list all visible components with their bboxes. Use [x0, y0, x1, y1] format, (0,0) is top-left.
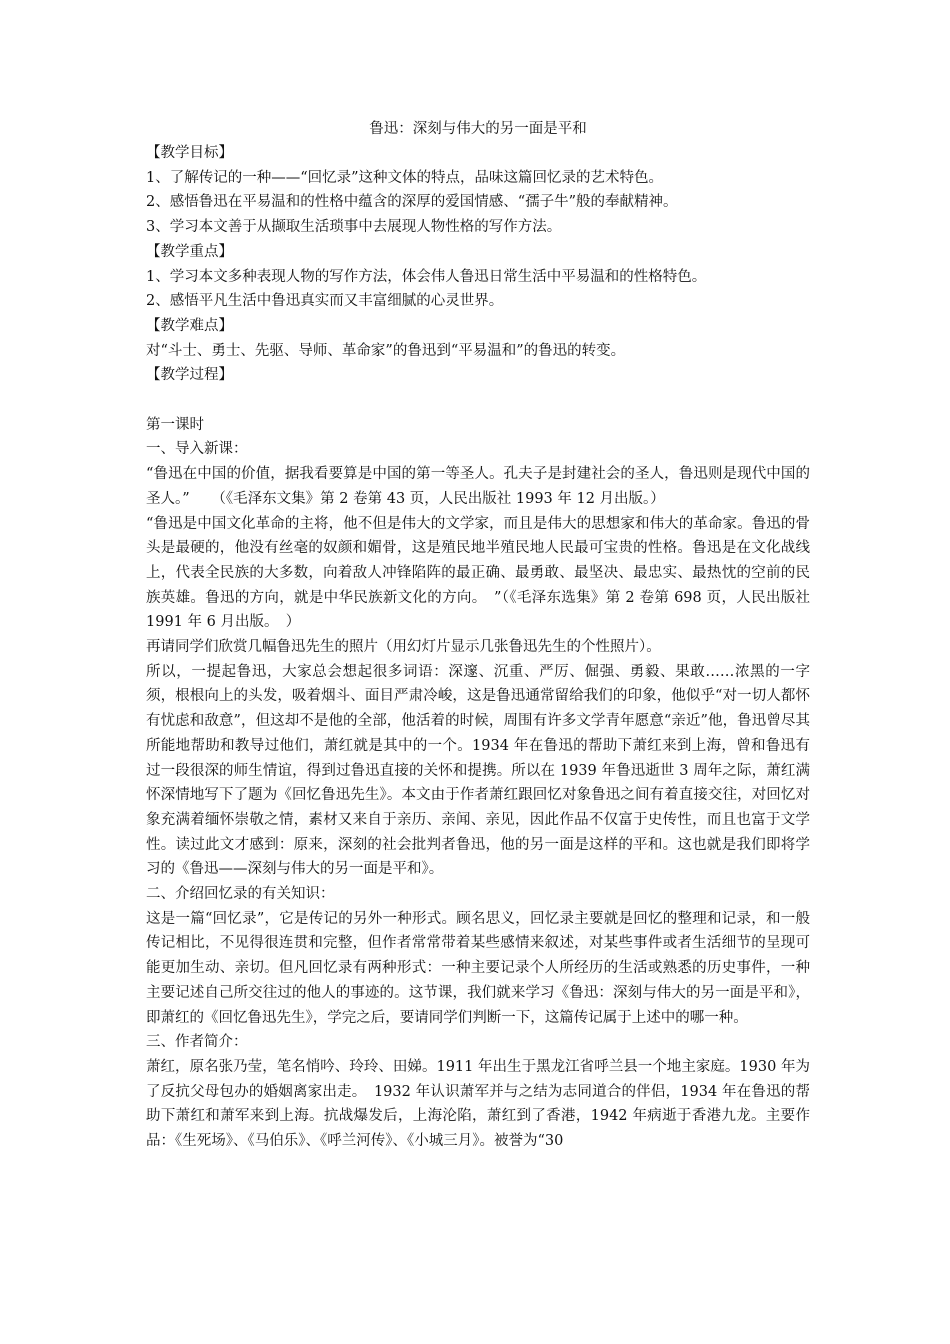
objectives-heading: 【教学目标】 [146, 145, 233, 161]
section1-quote-mao-2: “鲁迅是中国文化革命的主将，他不但是伟大的文学家，而且是伟大的思想家和伟大的革命家。鲁迅的骨头是最硬的，他没有丝毫的奴颜和媚骨，这是殖民地半殖民地人民最可宝贵的性格。鲁迅是在文化战线上，代表全民族的大多数，向着敌人冲锋陷阵的最正确、最勇敢、最坚决、最忠实、最热忱的空前的民族英雄。鲁迅的方向，就是中华民族新文化的方向。 ”（《毛泽东选集》第 2 卷第 698 页，人民出版社 1991 年 6 月出版。 ） [146, 515, 810, 631]
section1-quote-mao-1: “鲁迅在中国的价值，据我看要算是中国的第一等圣人。孔夫子是封建社会的圣人，鲁迅则是现代中国的圣人。” （《毛泽东文集》第 2 卷第 43 页，人民出版社 1993 年 12 月出版。） [146, 466, 810, 507]
process-heading: 【教学过程】 [146, 367, 233, 384]
section2-body: 这是一篇“回忆录”，它是传记的另外一种形式。顾名思义，回忆录主要就是回忆的整理和记录，和一般传记相比，不见得很连贯和完整，但作者常常带着某些感情来叙述，对某些事件或者生活细节的呈现可能更加生动、亲切。但凡回忆录有两种形式：一种主要记录个人所经历的生活或熟悉的历史事件，一种主要记述自己所交往过的他人的事迹的。这节课，我们就来学习《鲁迅：深刻与伟大的另一面是平和》，即萧红的《回忆鲁迅先生》，学完之后，要请同学们判断一下，这篇传记属于上述中的哪一种。 [146, 910, 810, 1026]
difficulty-item-1: 对“斗士、勇士、先驱、导师、革命家”的鲁迅到“平易温和”的鲁迅的转变。 [146, 342, 626, 359]
section1-heading: 一、导入新课： [146, 441, 248, 458]
key-points-heading: 【教学重点】 [146, 243, 233, 260]
section1-photos: 再请同学们欣赏几幅鲁迅先生的照片（用幻灯片显示几张鲁迅先生的个性照片）。 [146, 639, 661, 656]
objective-item-2: 2、感悟鲁迅在平易温和的性格中蕴含的深厚的爱国情感、“孺子牛”般的奉献精神。 [146, 194, 678, 211]
section3-heading: 三、作者简介： [146, 1034, 248, 1051]
key-point-item-2: 2、感悟平凡生活中鲁迅真实而又丰富细腻的心灵世界。 [146, 293, 504, 310]
section2-heading: 二、介绍回忆录的有关知识： [146, 886, 335, 903]
objective-item-3: 3、学习本文善于从撷取生活琐事中去展现人物性格的写作方法。 [146, 219, 562, 236]
difficulties-heading: 【教学难点】 [146, 317, 233, 334]
objective-item-1: 1、了解传记的一种——“回忆录”这种文体的特点，品味这篇回忆录的艺术特色。 [146, 169, 664, 186]
lesson-period: 第一课时 [146, 416, 204, 433]
document-page [146, 117, 810, 1154]
section1-intro: 所以，一提起鲁迅，大家总会想起很多词语：深邃、沉重、严厉、倔强、勇毅、果敢……浓黑的一字须，根根向上的头发，吸着烟斗、面目严肃冷峻，这是鲁迅通常留给我们的印象，他似乎“对一切人都怀有忧虑和敌意”，但这却不是他的全部，他活着的时候，周围有许多文学青年愿意“亲近”他，鲁迅曾尽其所能地帮助和教导过他们，萧红就是其中的一个。1934 年在鲁迅的帮助下萧红来到上海，曾和鲁迅有过一段很深的师生情谊，得到过鲁迅直接的关怀和提携。所以在 1939 年鲁迅逝世 3 周年之际，萧红满怀深情地写下了题为《回忆鲁迅先生》。本文由于作者萧红跟回忆对象鲁迅之间有着直接交往，对回忆对象充满着缅怀崇敬之情，素材又来自于亲历、亲闻、亲见，因此作品不仅富于史传性，而且也富于文学性。读过此文才感到：原来，深刻的社会批判者鲁迅，他的另一面是这样的平和。这也就是我们即将学习的《鲁迅——深刻与伟大的另一面是平和》。 [146, 663, 810, 878]
blank-line [146, 388, 810, 413]
document-title: 鲁迅：深刻与伟大的另一面是平和 [369, 121, 587, 137]
key-point-item-1: 1、学习本文多种表现人物的写作方法，体会伟人鲁迅日常生活中平易温和的性格特色。 [146, 268, 707, 285]
section3-body: 萧红，原名张乃莹，笔名悄吟、玲玲、田娣。1911 年出生于黑龙江省呼兰县一个地主家庭。1930 年为了反抗父母包办的婚姻离家出走。 1932 年认识萧军并与之结为志同道合的伴侣，1934 年在鲁迅的帮助下萧红和萧军来到上海。抗战爆发后，上海沦陷，萧红到了香港，1942 年病逝于香港九龙。主要作品：《生死场》、《马伯乐》、《呼兰河传》、《小城三月》。被誉为“30 [146, 1059, 810, 1150]
